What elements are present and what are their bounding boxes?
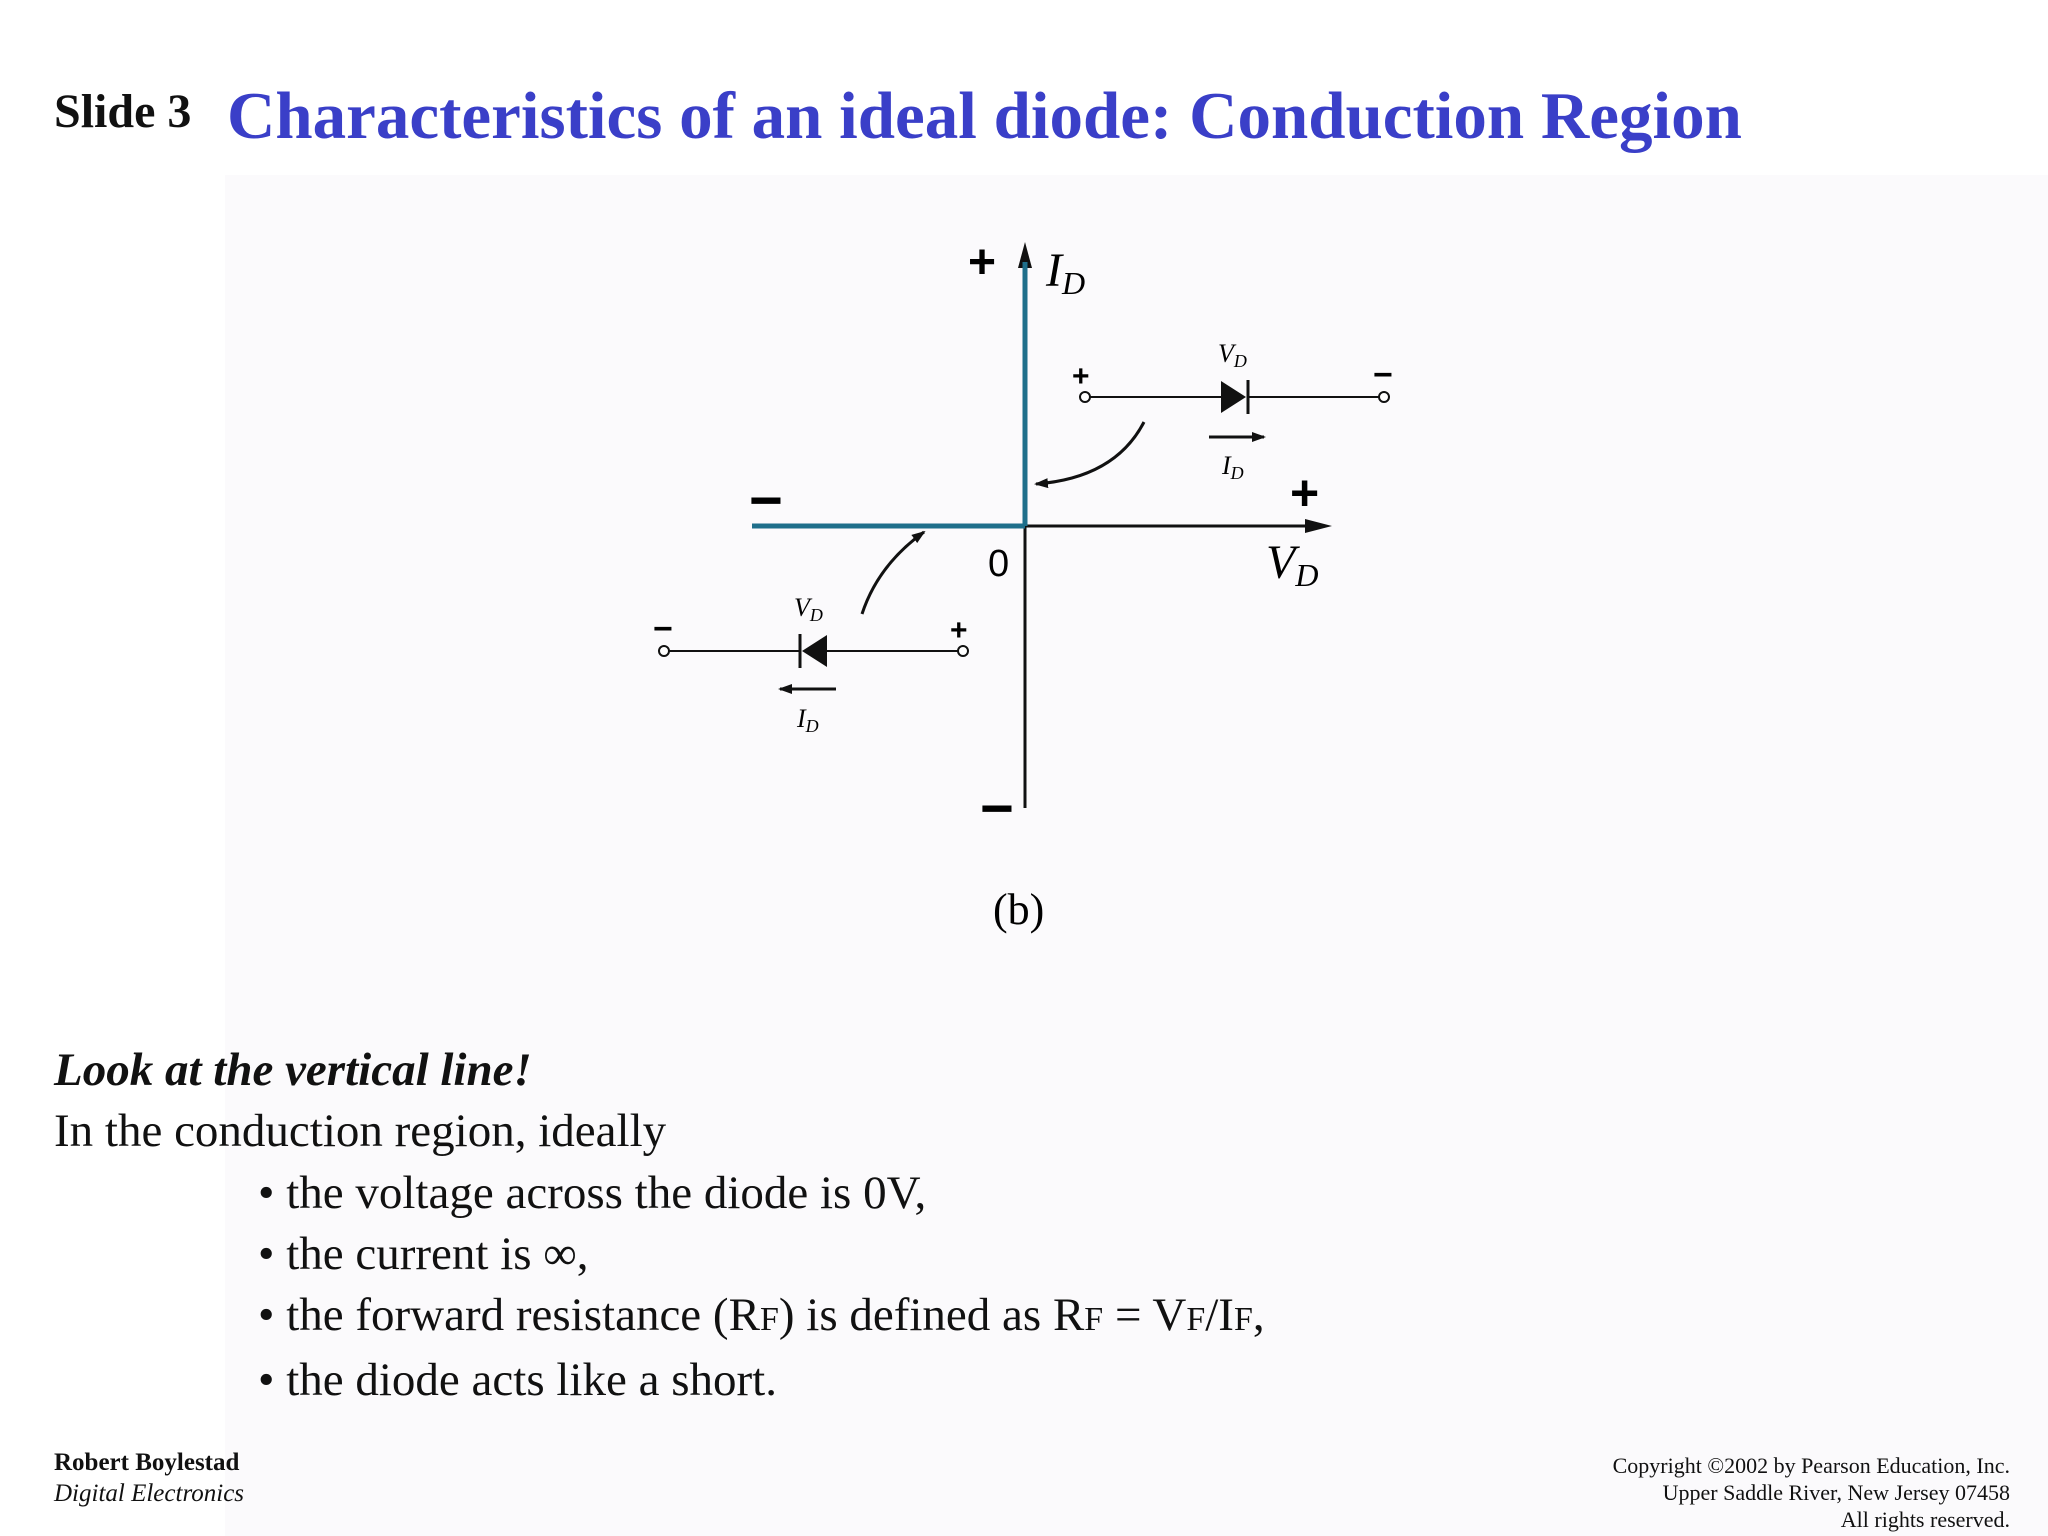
footer-author-block — [54, 1447, 244, 1509]
slide-title: Characteristics of an ideal diode: Conduction Region — [227, 79, 1742, 153]
reverse-plus-label: + — [950, 614, 968, 647]
forward-plus-label: + — [1072, 360, 1090, 393]
footer-course: Digital Electronics — [54, 1480, 245, 1507]
bullet-short: • the diode acts like a short. — [258, 1354, 777, 1406]
reverse-id-label: ID — [797, 704, 819, 736]
vd-axis-minus: − — [749, 468, 783, 533]
bullet-list — [258, 1163, 1265, 1411]
intro-line: In the conduction region, ideally — [54, 1105, 667, 1157]
bullet-current: • the current is ∞, — [258, 1228, 589, 1280]
copyright-line-2: Upper Saddle River, New Jersey 07458 — [1662, 1480, 2010, 1505]
slide-number: Slide 3 — [54, 85, 192, 138]
origin-label: 0 — [988, 543, 1010, 585]
forward-left-terminal — [1080, 392, 1090, 402]
figure-caption: (b) — [993, 885, 1045, 934]
body-text — [54, 1040, 666, 1162]
forward-vd-label: VD — [1218, 339, 1247, 371]
id-axis-plus: + — [968, 236, 997, 289]
reverse-bias-circuit — [653, 532, 968, 736]
forward-diode-icon — [1221, 381, 1246, 413]
reverse-vd-label: VD — [794, 593, 823, 625]
forward-pointer-arrow — [1036, 422, 1144, 484]
forward-id-label: ID — [1222, 451, 1244, 483]
footer-copyright — [1613, 1452, 2010, 1533]
footer-author: Robert Boylestad — [54, 1449, 240, 1476]
vd-axis-label: VD — [1266, 536, 1319, 593]
reverse-minus-label: − — [653, 610, 673, 648]
id-axis-label: ID — [1046, 244, 1086, 301]
bullet-resistance: • the forward resistance (RF) is defined as RF = VF/IF, — [258, 1289, 1265, 1341]
copyright-line-3: All rights reserved. — [1840, 1507, 2010, 1532]
bullet-voltage: • the voltage across the diode is 0V, — [258, 1167, 927, 1219]
vd-axis-plus: + — [1290, 465, 1320, 521]
id-axis-minus: − — [980, 776, 1014, 841]
vd-axis-arrow — [1305, 519, 1332, 533]
reverse-pointer-arrow — [862, 532, 924, 614]
forward-bias-circuit — [1036, 339, 1393, 484]
emphasis-line: Look at the vertical line! — [54, 1044, 532, 1096]
reverse-right-terminal — [958, 646, 968, 656]
copyright-line-1: Copyright ©2002 by Pearson Education, Inc. — [1612, 1453, 2010, 1478]
forward-minus-label: − — [1373, 356, 1393, 394]
reverse-diode-icon — [802, 635, 827, 667]
